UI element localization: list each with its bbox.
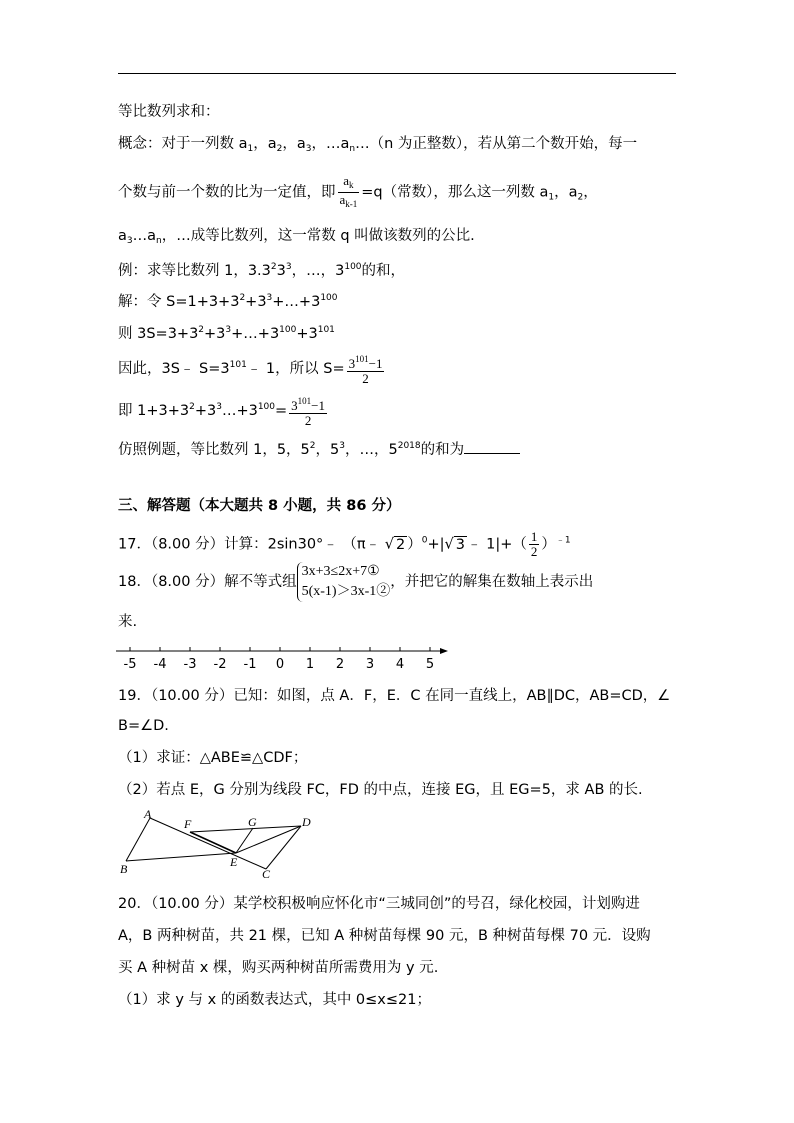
number-line-label: -1 (243, 657, 257, 672)
example-line-2: 解：令 $S=1+3+3^2+3^3+\dots+3^{100}$ (118, 293, 338, 310)
question-20-line-3: 买 A 种树苗 x 棵，购买两种树苗所需费用为 y 元. (118, 960, 439, 976)
example-line-4: 因此，3S﹣ $S=3^{101}﹣$ 1，所以 S= $\frac{3^{101}-1}{2}$ (118, 354, 383, 386)
section-3-title: 三、解答题（本大题共 8 小题，共 86 分） (118, 498, 401, 514)
concept-line-2: 个数与前一个数的比为一定值，即 $\frac{a_k}{a_{k-1}}$ =q（常数），那么这一列数 $a_1$，$a_2$， (118, 173, 598, 209)
label-a: A (144, 807, 152, 821)
sum-fraction: $\frac{3^{101}-1}{2}$ (348, 354, 383, 386)
question-20-line-2: A，B 两种树苗，共 21 棵，已知 A 种树苗每棵 90 元，B 种树苗每棵 70 元．设购 (118, 928, 651, 944)
question-20-part-1: （1）求 y 与 x 的函数表达式，其中 0≤x≤21； (118, 992, 431, 1008)
example-line-6: 仿照例题，等比数列 1，5，$5^2$，$5^3$，…，$5^{2018}$的和为 (118, 436, 520, 460)
sum-fraction-2: $\frac{3^{101}-1}{2}$ (291, 396, 325, 428)
question-17: 17．（8.00 分）计算：2sin30°﹣ （π﹣ √ 2 ）$^0$+|√ 3 ﹣ 1|+（ $\frac{1}{2}$ ）$^{﹣1}$ (118, 529, 571, 559)
header-rule (118, 73, 676, 74)
question-18-cont: 来. (118, 614, 138, 630)
geometry-figure (118, 806, 318, 878)
question-19-part-2: （2）若点 E，G 分别为线段 FC，FD 的中点，连接 EG，且 EG=5，求 AB 的长. (118, 782, 643, 798)
number-line-label: 3 (365, 657, 375, 672)
label-g: G (248, 815, 257, 829)
segment-ab (126, 818, 150, 861)
label-d: D (302, 815, 311, 829)
half-fraction: $\frac{1}{2}$ (530, 529, 538, 559)
question-19-line-1: 19．（10.00 分）已知：如图，点 A．F，E．C 在同一直线上，AB∥DC，AB=CD，∠ (118, 688, 671, 704)
number-line-label: 4 (395, 657, 405, 672)
number-line-label: -5 (123, 657, 137, 672)
question-19-line-2: B=∠D. (118, 718, 169, 734)
question-18: 18．（8.00 分）解不等式组 3x+3≤2x+7① 5(x-1)＞3x-1② ，并把它的解集在数轴上表示出 (118, 562, 593, 602)
number-line-label: -2 (213, 657, 227, 672)
question-20-line-1: 20．（10.00 分）某学校积极响应怀化市“三城同创”的号召，绿化校园，计划购进 (118, 896, 640, 912)
segment-df (190, 826, 301, 832)
intro-heading: 等比数列求和： (118, 104, 220, 120)
concept-line-1: 概念：对于一列数 $a_1$，$a_2$，$a_3$，$\dots a_n\dots(n$ 为正整数），若从第二个数开始，每一 (118, 136, 638, 154)
number-line-label: 5 (425, 657, 435, 672)
label-b: B (120, 862, 128, 876)
example-line-1: 例：求等比数列 1，$3.3^23^3$，…，$3^{100}$的和， (118, 262, 406, 279)
label-c: C (262, 867, 271, 878)
ratio-fraction: $\frac{a_k}{a_{k-1}}$ (339, 173, 358, 209)
segment-cd (266, 826, 301, 869)
concept-line-3: $a_3\dots a_n$，…成等比数列，这一常数 q 叫做该数列的公比. (118, 228, 475, 246)
label-f: F (184, 817, 192, 831)
example-line-3: 则 $3S=3+3^2+3^3+\dots+3^{100}+3^{101}$ (118, 325, 335, 342)
number-line (112, 640, 452, 672)
question-19-part-1: （1）求证：△ABE≌△CDF； (118, 750, 308, 766)
number-line-arrow (440, 648, 448, 654)
number-line-label: 0 (275, 657, 285, 672)
inequality-system: 3x+3≤2x+7① 5(x-1)＞3x-1② (297, 562, 391, 602)
label-e: E (230, 855, 238, 869)
answer-blank[interactable] (464, 439, 520, 454)
segment-fe (190, 832, 236, 853)
number-line-label: 1 (305, 657, 315, 672)
number-line-label: 2 (335, 657, 345, 672)
example-line-5: 即 $1+3+3^2+3^3\dots+3^{100}=$ $\frac{3^{101}-1}{2}$ (118, 396, 325, 428)
number-line-label: -4 (153, 657, 167, 672)
segment-be (126, 853, 236, 861)
number-line-label: -3 (183, 657, 197, 672)
